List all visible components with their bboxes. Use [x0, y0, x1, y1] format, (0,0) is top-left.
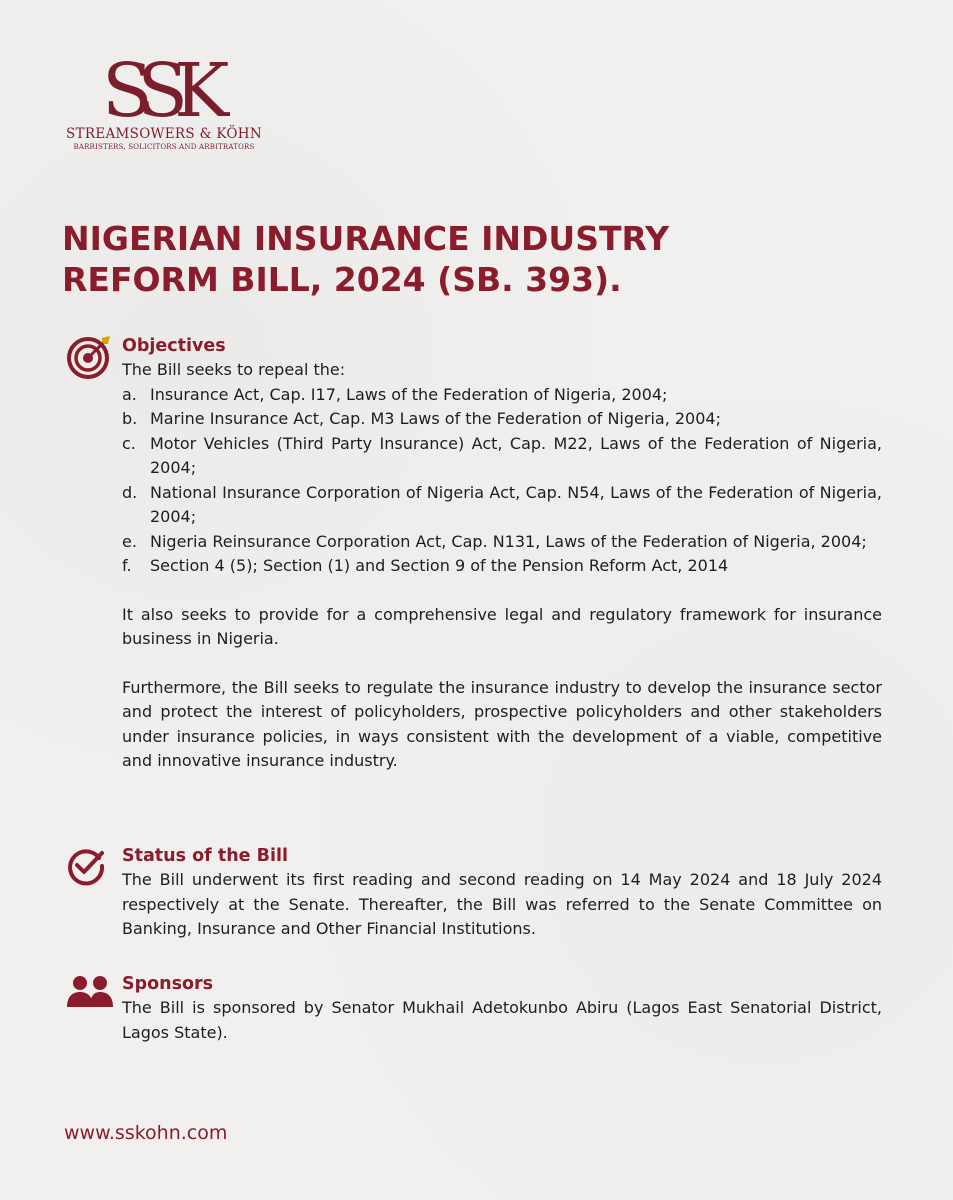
- sponsors-heading: Sponsors: [122, 974, 214, 994]
- objectives-intro: The Bill seeks to repeal the:: [122, 360, 346, 379]
- svg-text:SSK: SSK: [102, 48, 216, 126]
- website-link[interactable]: www.sskohn.com: [64, 1122, 228, 1144]
- status-body: [122, 844, 882, 942]
- status-heading: Status of the Bill: [122, 846, 288, 866]
- page-title: [62, 218, 762, 300]
- objectives-heading: Objectives: [122, 336, 226, 356]
- objectives-paragraph-1: It also seeks to provide for a comprehensive legal and regulatory framework for insurance business in Nigeria.: [122, 604, 882, 648]
- title-line-2: REFORM BILL, 2024 (SB. 393).: [62, 260, 622, 299]
- repeal-list: [122, 383, 882, 579]
- target-icon: [66, 334, 114, 382]
- list-item: e. Nigeria Reinsurance Corporation Act, Cap. N131, Laws of the Federation of Nigeria, 2004;: [122, 531, 867, 551]
- list-item: c. Motor Vehicles (Third Party Insurance) Act, Cap. M22, Laws of the Federation of Nigeria, 2004;: [122, 433, 882, 477]
- check-circle-icon: [66, 846, 106, 886]
- objectives-paragraph-2: Furthermore, the Bill seeks to regulate the insurance industry to develop the insurance sector and protect the interest of policyholders, prospective policyholders and other stakeholders under insurance policies, in ways consistent with the development of a viable, competitive and innovative insurance industry.: [122, 677, 882, 770]
- users-icon: [66, 974, 114, 1010]
- status-text: The Bill underwent its first reading and second reading on 14 May 2024 and 18 July 2024 respectively at the Senate. Thereafter, the Bill was referred to the Senate Committee on Banking, Insurance and Other Financial Institutions.: [122, 870, 882, 938]
- ssk-monogram-icon: [98, 48, 230, 126]
- list-item: b. Marine Insurance Act, Cap. M3 Laws of the Federation of Nigeria, 2004;: [122, 409, 721, 428]
- title-line-1: NIGERIAN INSURANCE INDUSTRY: [62, 219, 670, 258]
- firm-tagline: BARRISTERS, SOLICITORS AND ARBITRATORS: [73, 143, 255, 151]
- list-item: a. Insurance Act, Cap. I17, Laws of the Federation of Nigeria, 2004;: [122, 384, 668, 404]
- objectives-body: [122, 334, 882, 774]
- sponsors-text: The Bill is sponsored by Senator Mukhail Adetokunbo Abiru (Lagos East Senatorial District, Lagos State).: [122, 998, 882, 1042]
- firm-name: STREAMSOWERS & KÖHN: [66, 126, 262, 142]
- list-item: d. National Insurance Corporation of Nigeria Act, Cap. N54, Laws of the Federation of Nigeria, 2004;: [122, 482, 882, 526]
- list-item: f. Section 4 (5); Section (1) and Section 9 of the Pension Reform Act, 2014: [122, 556, 729, 575]
- sponsors-body: [122, 972, 882, 1045]
